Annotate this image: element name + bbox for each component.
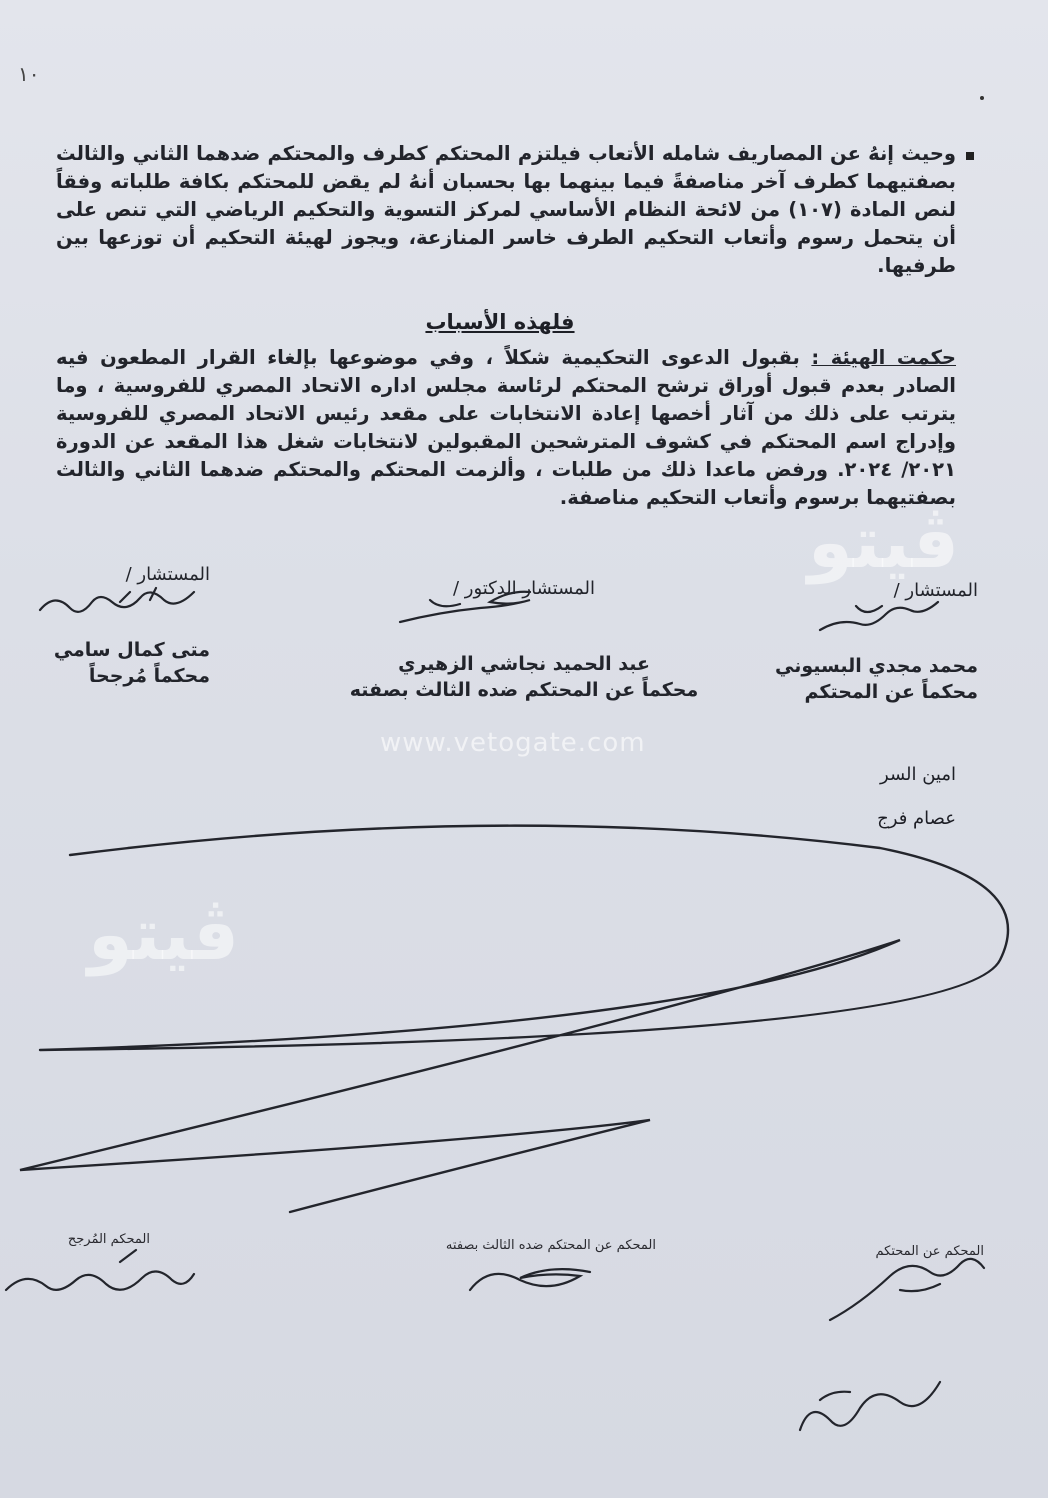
signatory-role: محكماً مُرجحاً	[88, 665, 210, 687]
signature-respondent	[400, 592, 530, 622]
signature-umpire	[40, 588, 194, 612]
page-number: ١٠	[18, 62, 40, 86]
signature-claimant	[820, 602, 938, 630]
closing-scrawl	[20, 826, 1008, 1212]
signatory-title: المستشار الدكتور /	[452, 578, 596, 599]
bottom-signature-respondent	[470, 1269, 590, 1290]
logo-watermark-lower: ڤيتو	[88, 892, 240, 976]
signatory-title: المستشار /	[893, 580, 978, 601]
logo-watermark: ڤيتو	[808, 500, 960, 584]
secretary-name: عصام فرج	[877, 808, 956, 829]
bottom-signature-claimant	[830, 1259, 984, 1320]
signatory-title: المستشار /	[125, 564, 210, 585]
signatory-name: عبد الحميد نجاشي الزهيري	[398, 653, 650, 675]
ruling-text: بقبول الدعوى التحكيمية شكلاً ، وفي موضوعها بإلغاء القرار المطعون فيه الصادر بعدم قبول أوراق ترشح المحتكم لرئاسة مجلس اداره الاتحاد المصري للفروسية ، وما يترتب على ذلك من آثار أخصها إعادة الانتخابات على مقعد رئيس الاتحاد المصري للفروسية وإدراج اسم المحتكم في كشوف المترشحين المقبولين لانتخابات شغل هذا المقعد عن الدورة ٢٠٢١/ ٢٠٢٤. ورفض ماعدا ذلك من طلبات ، وألزمت المحتكم والمحتكم ضدهما الثاني والثالث بصفتيهما برسوم وأتعاب التحكيم مناصفة.	[56, 346, 956, 509]
label-umpire: المحكم المُرجح	[67, 1232, 150, 1247]
secretary-title: امين السر	[880, 764, 956, 785]
signatory-role: محكماً عن المحتكم ضده الثالث بصفته	[349, 679, 699, 701]
costs-paragraph: وحيث إنهُ عن المصاريف شامله الأتعاب فيلتزم المحتكم كطرف والمحتكم ضدهما الثاني والثالث بصفتيهما كطرف آخر مناصفةً فيما بينهما بها بحسبان أنهُ لم يقض للمحتكم بكافة طلباته وفقاً لنص المادة (١٠٧) من لائحة النظام الأساسي لمركز التسوية والتحكيم الرياضي التي تنص على أن يتحمل رسوم وأتعاب التحكيم الطرف خاسر المنازعة، ويجوز لهيئة التحكيم أن توزعها بين طرفيها.	[56, 142, 957, 277]
signatory-name: محمد مجدي البسيوني	[774, 655, 978, 677]
signatory-name: متى كمال سامي	[53, 639, 210, 661]
section-heading: فلهذه الأسباب	[425, 310, 575, 334]
label-claimant-arbitrator: المحكم عن المحتكم	[875, 1244, 984, 1259]
ruling-lead: حكمت الهيئة :	[811, 346, 956, 369]
signatory-role: محكماً عن المحتكم	[804, 681, 978, 703]
initials-scrawl	[800, 1382, 940, 1430]
bottom-signature-umpire	[6, 1250, 194, 1290]
url-watermark: www.vetogate.com	[380, 728, 646, 758]
label-respondent-arbitrator: المحكم عن المحتكم ضده الثالث بصفته	[445, 1238, 656, 1253]
